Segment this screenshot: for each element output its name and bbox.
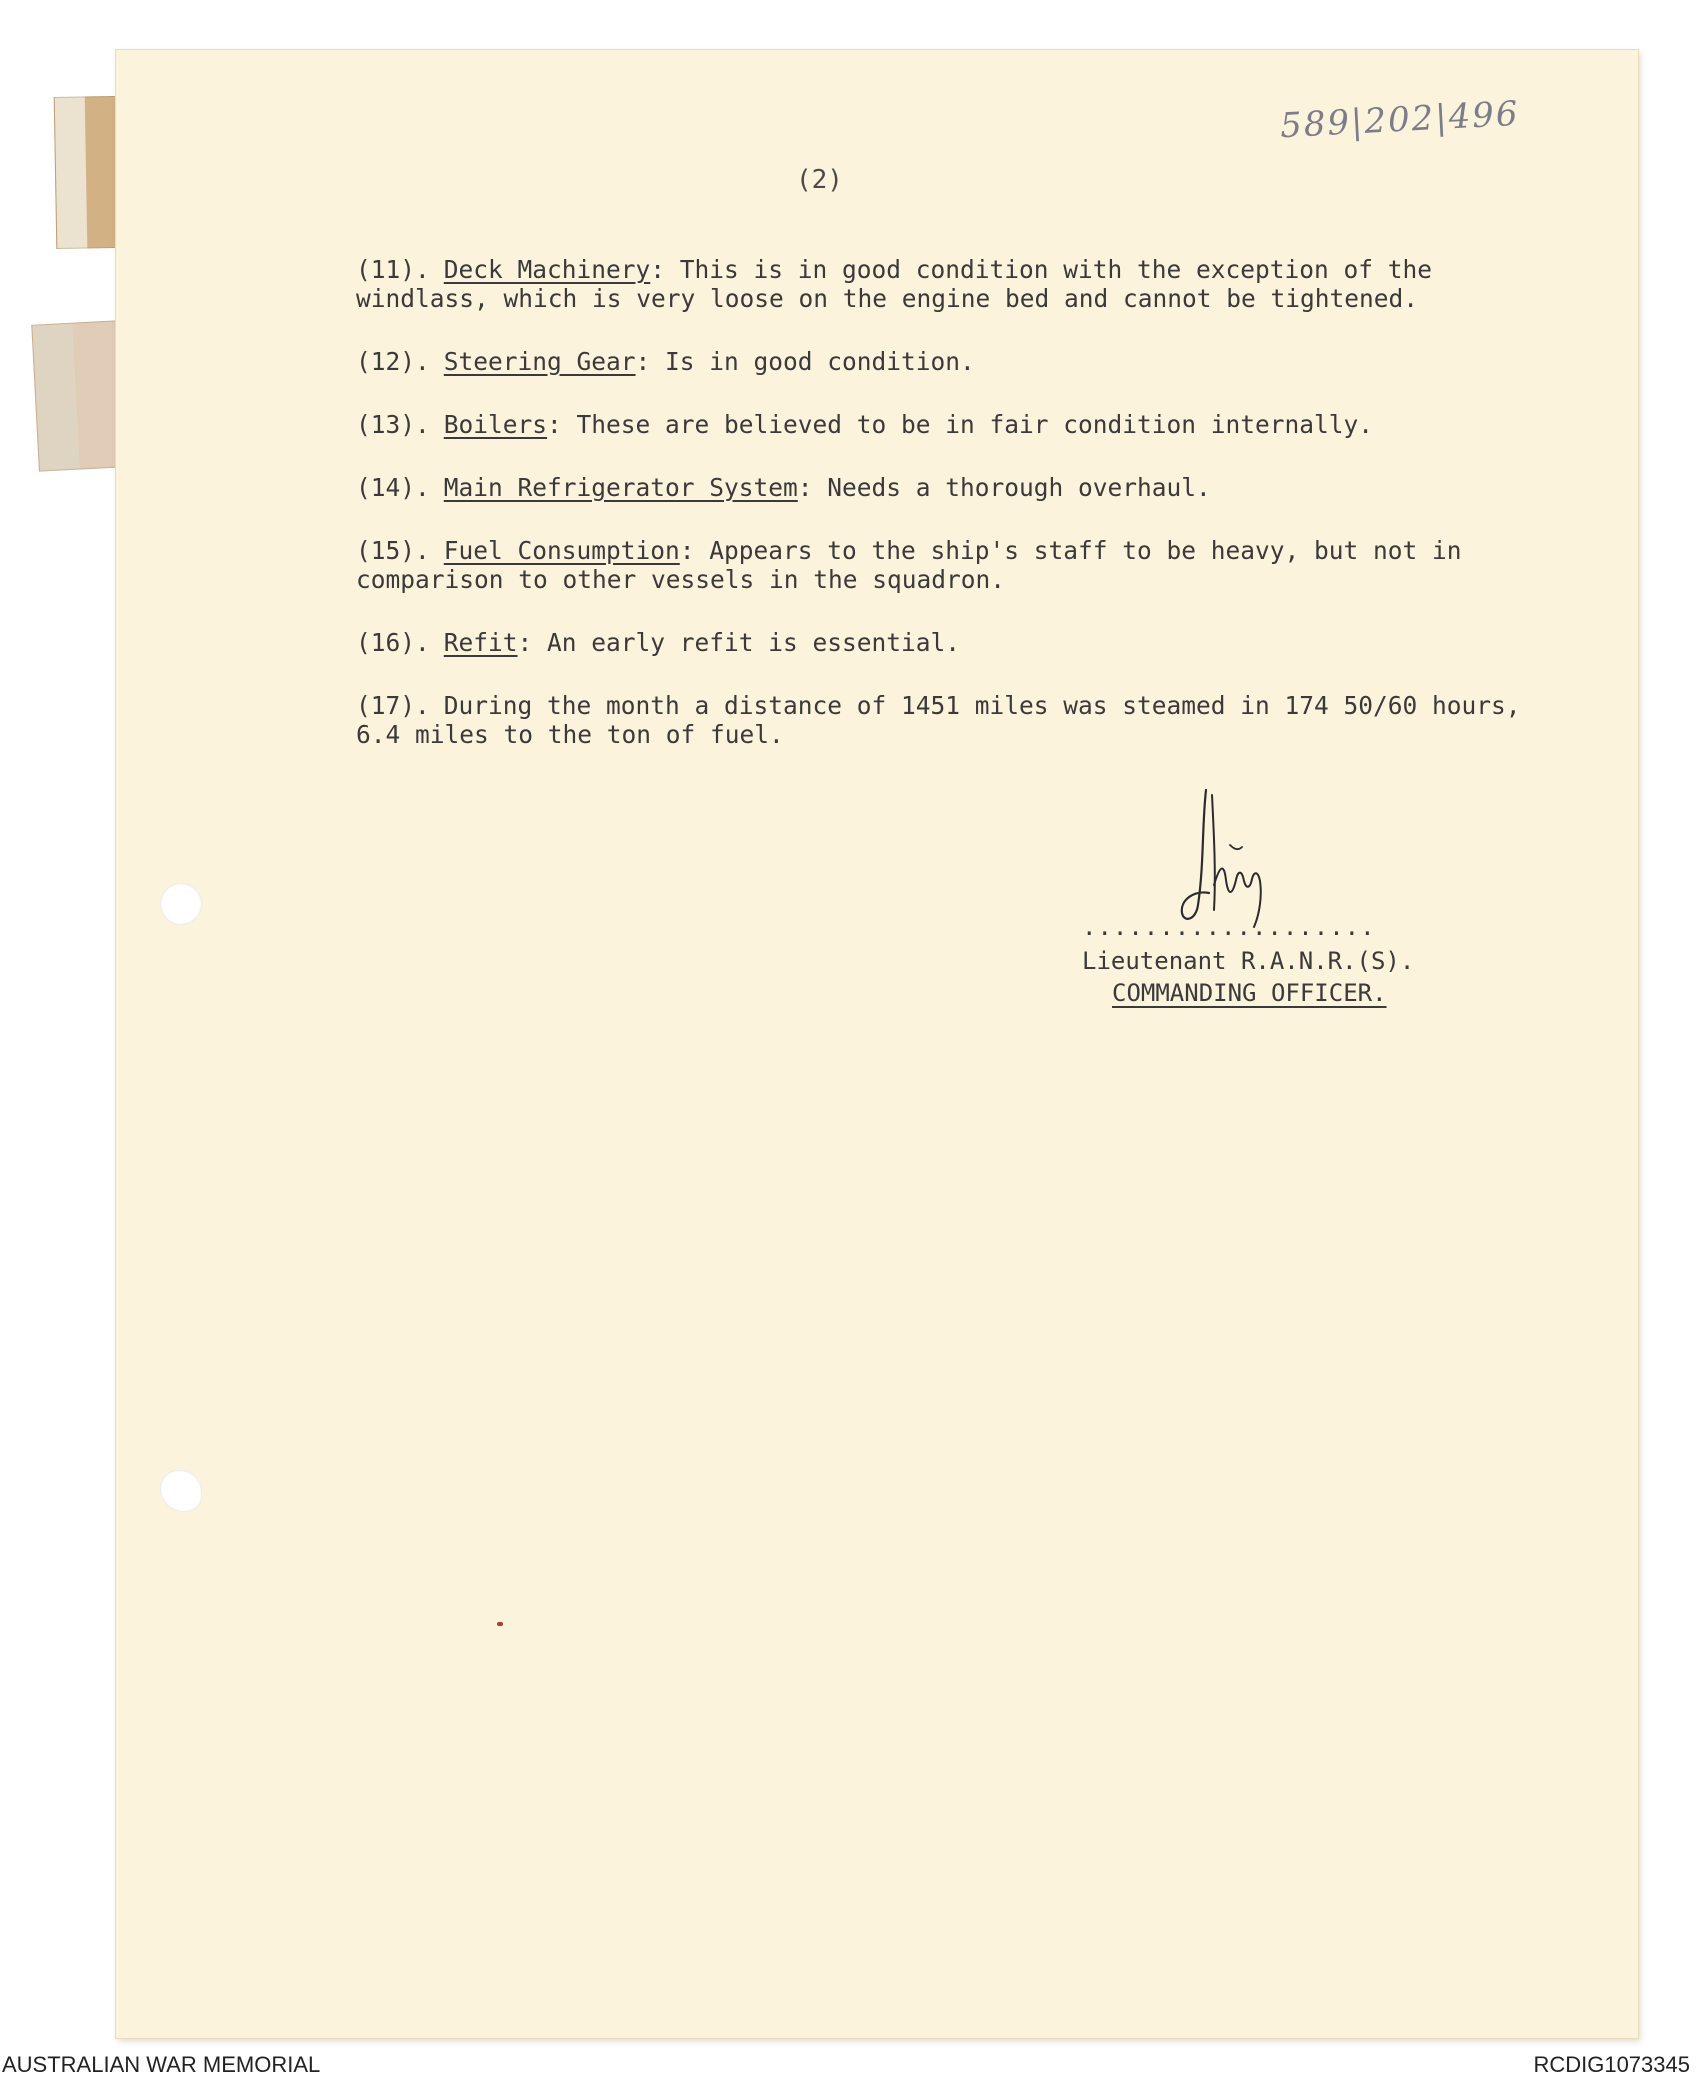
paragraph-11 (356, 255, 1616, 313)
paragraph-text: Appears to the ship's staff to be heavy, but not in (709, 536, 1462, 565)
signature-line: ................... (1082, 913, 1376, 941)
paragraph-heading: Refit (443, 628, 518, 657)
heading-separator: : (650, 255, 680, 284)
heading-separator: : (679, 536, 710, 565)
paragraph-number: (12). (356, 347, 430, 376)
footer-archive-name: AUSTRALIAN WAR MEMORIAL (2, 2052, 321, 2077)
paragraph-14 (356, 473, 1616, 502)
officer-role: COMMANDING OFFICER. (1112, 979, 1387, 1007)
paragraph-text: This is in good condition with the exception of the (679, 255, 1433, 284)
heading-separator: : (635, 347, 666, 376)
paragraph-text: An early refit is essential. (547, 628, 961, 657)
paragraph-text: Needs a thorough overhaul. (827, 473, 1211, 502)
footer-record-id: RCDIG1073345 (1533, 2052, 1690, 2077)
paragraph-text: During the month a distance of 1451 miles was steamed in 174 50/60 hours, (443, 691, 1521, 720)
paragraph-heading: Fuel Consumption (443, 536, 680, 565)
paragraph-text: Is in good condition. (665, 347, 975, 376)
handwritten-archive-ref: 589|202|496 (1279, 93, 1521, 147)
paragraph-number: (17). (356, 691, 430, 720)
paragraph-text: 6.4 miles to the ton of fuel. (356, 720, 784, 749)
paragraph-number: (16). (356, 628, 430, 657)
paragraph-13 (356, 410, 1616, 439)
paragraph-text: windlass, which is very loose on the engine bed and cannot be tightened. (356, 284, 1419, 313)
paragraph-12 (356, 347, 1616, 376)
handwritten-signature-icon (1154, 785, 1294, 935)
paragraph-16 (356, 628, 1616, 657)
paragraph-text: These are believed to be in fair condition internally. (576, 410, 1374, 439)
officer-rank: Lieutenant R.A.N.R.(S). (1082, 947, 1415, 975)
paragraph-17 (356, 691, 1616, 749)
page-number: (2) (796, 165, 843, 195)
heading-separator: : (547, 410, 577, 439)
heading-separator: : (517, 628, 548, 657)
paragraph-heading: Main Refrigerator System (443, 473, 798, 502)
ink-speck (497, 1622, 503, 1626)
paragraph-text: comparison to other vessels in the squadron. (356, 565, 1006, 594)
paragraph-heading: Boilers (443, 410, 548, 439)
paragraph-number: (11). (356, 255, 430, 284)
paragraph-number: (15). (356, 536, 430, 565)
heading-separator: : (797, 473, 828, 502)
document-body (356, 255, 1616, 783)
paragraph-heading: Deck Machinery (443, 255, 651, 284)
paragraph-number: (14). (356, 473, 430, 502)
punch-hole-top (160, 883, 202, 925)
paragraph-heading: Steering Gear (443, 347, 636, 376)
paragraph-number: (13). (356, 410, 430, 439)
paragraph-15 (356, 536, 1616, 594)
signature-block (1082, 915, 1442, 1007)
